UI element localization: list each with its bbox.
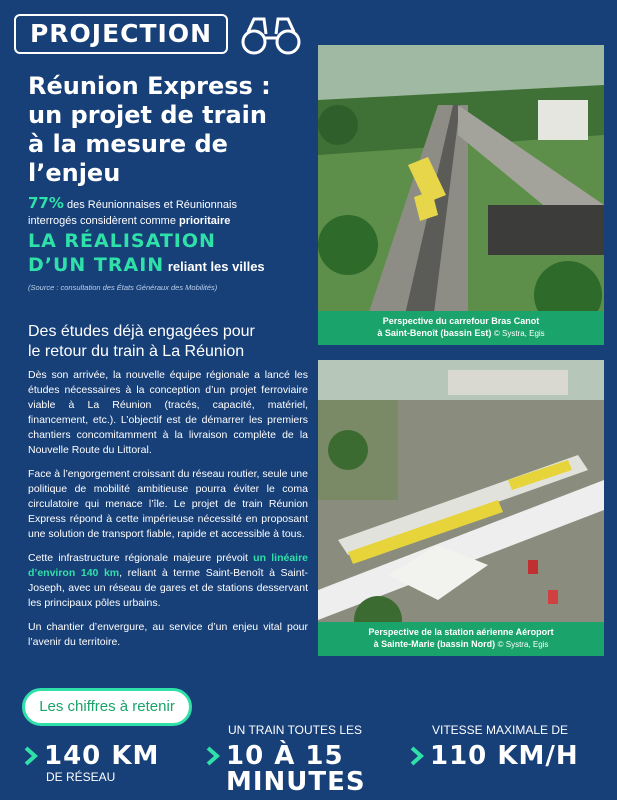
kpi-frequency-unit: MINUTES <box>226 767 366 797</box>
photo-station-aeroport <box>318 360 604 656</box>
chevron-right-icon <box>206 746 220 766</box>
chevron-right-icon <box>24 746 38 766</box>
photo-caption: Perspective de la station aérienne Aéroport à Sainte-Marie (bassin Nord) © Systra, Egis <box>318 622 604 656</box>
stat-source: (Source : consultation des États Généraux des Mobilités) <box>28 283 218 292</box>
kpi-speed-label: VITESSE MAXIMALE DE <box>432 723 569 737</box>
stat-percentage: 77% <box>28 194 64 212</box>
kpi-network-label: DE RÉSEAU <box>46 770 116 784</box>
photo-caption: Perspective du carrefour Bras Canot à Saint-Benoît (bassin Est) © Systra, Egis <box>318 311 604 345</box>
survey-stat: 77% des Réunionnaises et Réunionnais interrogés considèrent comme prioritaire LA RÉALISATION D’UN TRAIN reliant les villes (Source : consultation des États Généraux des Mobilités) <box>28 195 308 292</box>
kpi-speed-value: 110 KM/H <box>430 741 579 771</box>
kpi-frequency-value: 10 À 15 <box>226 741 344 771</box>
key-figures-pill: Les chiffres à retenir <box>22 688 192 726</box>
article-body: Dès son arrivée, la nouvelle équipe régionale a lancé les études nécessaires à la conception d’un projet ferroviaire viable à La Réunion (tracés, capacité, matériel, financement, etc.). L’objectif est de démarrer les premiers chantiers concomitamment à la livraison complète de la Nouvelle Route du Littoral. Face à l’engorgement croissant du réseau routier, seule une politique de mobilité ambitieuse pourra éviter le coma circulatoire qui menace l’île. Le projet de train Réunion Express répond à cette impérieuse nécessité en proposant une solution de transport fiable, rapide et accessible à tous. Cette infrastructure régionale majeure prévoit un linéaire d’environ 140 km, reliant à terme Saint-Benoît à Saint-Joseph, avec un réseau de gares et de stations desservant les principaux pôles urbains. Un chantier d’envergure, au service d’un enjeu vital pour l’avenir du territoire. <box>28 369 308 648</box>
section-badge: PROJECTION <box>14 14 228 54</box>
binoculars-icon <box>240 14 302 56</box>
kpi-frequency-label: UN TRAIN TOUTES LES <box>228 723 363 737</box>
kpi-network-value: 140 KM <box>44 741 160 771</box>
chevron-right-icon <box>410 746 424 766</box>
section-subtitle: Des études déjà engagées pour le retour du train à La Réunion <box>28 323 255 360</box>
photo-bras-canot <box>318 45 604 345</box>
page-title: Réunion Express : un projet de train à la mesure de l’enjeu <box>28 72 271 187</box>
